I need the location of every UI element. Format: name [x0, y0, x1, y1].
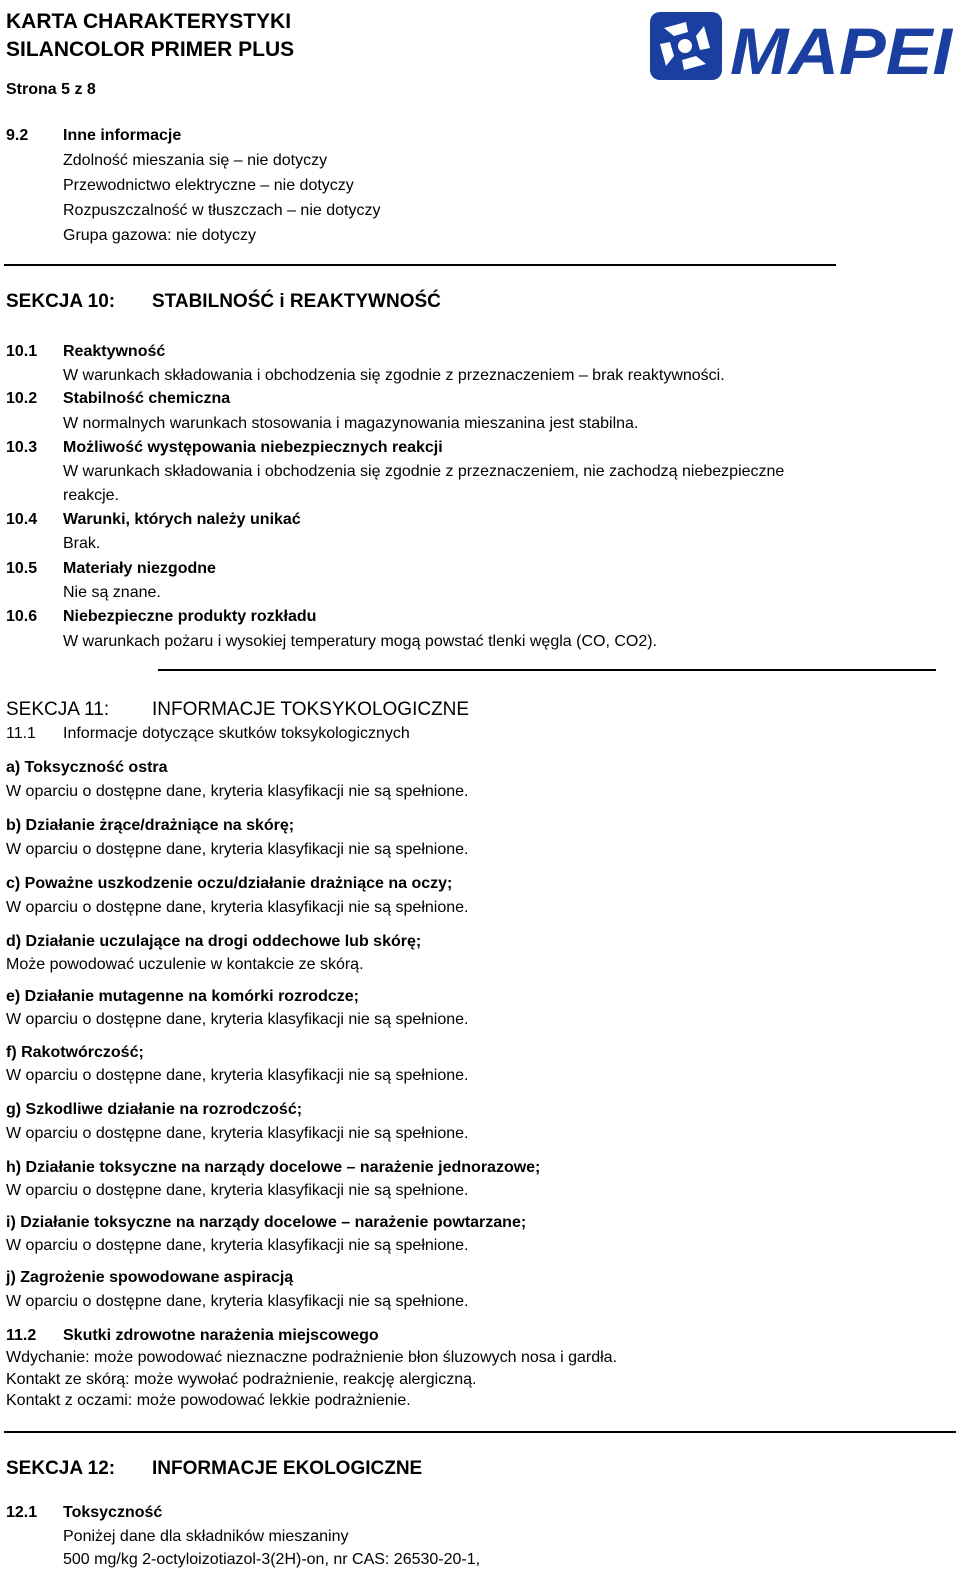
subsection-number: 10.4 — [6, 511, 38, 528]
tox-item-text: W oparciu o dostępne dane, kryteria klasyfikacji nie są spełnione. — [6, 1182, 469, 1199]
ecology-line: 500 mg/kg 2-octyloizotiazol-3(2H)-on, nr CAS: 26530-20-1, — [63, 1551, 481, 1568]
section-label: SEKCJA 10: — [6, 291, 116, 312]
tox-item-heading: a) Toksyczność ostra — [6, 759, 168, 776]
info-line: Przewodnictwo elektryczne – nie dotyczy — [63, 177, 354, 194]
subsection-number: 10.1 — [6, 343, 38, 360]
subsection-text: W warunkach składowania i obchodzenia się zgodnie z przeznaczeniem – brak reaktywności. — [63, 367, 725, 384]
tox-item-heading: e) Działanie mutagenne na komórki rozrodcze; — [6, 988, 359, 1005]
divider — [4, 1431, 956, 1433]
subsection-text: Nie są znane. — [63, 584, 161, 601]
tox-item-heading: d) Działanie uczulające na drogi oddechowe lub skórę; — [6, 933, 422, 950]
tox-item-text: W oparciu o dostępne dane, kryteria klasyfikacji nie są spełnione. — [6, 899, 469, 916]
subsection-text: Brak. — [63, 535, 101, 552]
subsection-number: 10.6 — [6, 608, 38, 625]
tox-item-text: W oparciu o dostępne dane, kryteria klasyfikacji nie są spełnione. — [6, 1125, 469, 1142]
subsection-title: Stabilność chemiczna — [63, 390, 231, 407]
subsection-title: Reaktywność — [63, 343, 166, 360]
subsection-number: 10.3 — [6, 439, 38, 456]
tox-item-heading: c) Poważne uszkodzenie oczu/działanie drażniące na oczy; — [6, 875, 453, 892]
subsection-text: W normalnych warunkach stosowania i magazynowania mieszanina jest stabilna. — [63, 415, 639, 432]
section-label: SEKCJA 11: — [6, 699, 110, 720]
tox-item-text: W oparciu o dostępne dane, kryteria klasyfikacji nie są spełnione. — [6, 841, 469, 858]
subsection-text: W warunkach składowania i obchodzenia się zgodnie z przeznaczeniem, nie zachodzą niebezpieczne — [63, 463, 785, 480]
section-11-header — [6, 699, 469, 722]
document-title-line2: SILANCOLOR PRIMER PLUS — [6, 38, 295, 61]
tox-item-heading: h) Działanie toksyczne na narządy docelowe – narażenie jednorazowe; — [6, 1159, 541, 1176]
logo-emblem-mark — [660, 22, 710, 70]
tox-item-heading: f) Rakotwórczość; — [6, 1044, 144, 1061]
subsection-title: Możliwość występowania niebezpiecznych reakcji — [63, 439, 443, 456]
tox-item-text: W oparciu o dostępne dane, kryteria klasyfikacji nie są spełnione. — [6, 783, 469, 800]
info-line: Rozpuszczalność w tłuszczach – nie dotyczy — [63, 202, 381, 219]
tox-item-text: W oparciu o dostępne dane, kryteria klasyfikacji nie są spełnione. — [6, 1293, 469, 1310]
subsection-title: Skutki zdrowotne narażenia miejscowego — [63, 1327, 379, 1344]
subsection-title: Warunki, których należy unikać — [63, 511, 301, 528]
section-10-header — [6, 291, 441, 314]
subsection-number: 11.2 — [6, 1327, 37, 1344]
subsection-title: Materiały niezgodne — [63, 560, 216, 577]
ecology-line: Poniżej dane dla składników mieszaniny — [63, 1528, 349, 1545]
subsection-text: reakcje. — [63, 487, 120, 504]
tox-item-text: W oparciu o dostępne dane, kryteria klasyfikacji nie są spełnione. — [6, 1067, 469, 1084]
subsection-number: 12.1 — [6, 1504, 38, 1521]
section-number: 9.2 — [6, 127, 29, 144]
section-label: SEKCJA 12: — [6, 1458, 116, 1479]
info-line: Grupa gazowa: nie dotyczy — [63, 227, 256, 244]
exposure-line: Kontakt ze skórą: może wywołać podrażnienie, reakcję alergiczną. — [6, 1371, 477, 1388]
section-heading: Inne informacje — [63, 127, 182, 144]
tox-item-heading: i) Działanie toksyczne na narządy docelowe – narażenie powtarzane; — [6, 1214, 527, 1231]
info-line: Zdolność mieszania się – nie dotyczy — [63, 152, 328, 169]
section-12-header — [6, 1458, 422, 1481]
tox-item-text: W oparciu o dostępne dane, kryteria klasyfikacji nie są spełnione. — [6, 1011, 469, 1028]
subsection-number: 11.1 — [6, 725, 36, 742]
tox-item-heading: b) Działanie żrące/drażniące na skórę; — [6, 817, 295, 834]
exposure-line: Wdychanie: może powodować nieznaczne podrażnienie błon śluzowych nosa i gardła. — [6, 1349, 618, 1366]
document-title-line1: KARTA CHARAKTERYSTYKI — [6, 10, 292, 33]
subsection-text: W warunkach pożaru i wysokiej temperatury mogą powstać tlenki węgla (CO, CO2). — [63, 633, 657, 650]
page-number: Strona 5 z 8 — [6, 81, 96, 98]
section-title: INFORMACJE TOKSYKOLOGICZNE — [152, 699, 470, 720]
subsection-title: Informacje dotyczące skutków toksykologicznych — [63, 725, 410, 742]
subsection-title: Toksyczność — [63, 1504, 163, 1521]
mapei-logo — [648, 8, 956, 86]
exposure-line: Kontakt z oczami: może powodować lekkie podrażnienie. — [6, 1392, 411, 1409]
tox-item-text: W oparciu o dostępne dane, kryteria klasyfikacji nie są spełnione. — [6, 1237, 469, 1254]
tox-item-text: Może powodować uczulenie w kontakcie ze skórą. — [6, 956, 364, 973]
divider — [158, 669, 936, 671]
tox-item-heading: g) Szkodliwe działanie na rozrodczość; — [6, 1101, 303, 1118]
subsection-number: 10.2 — [6, 390, 38, 407]
logo-wordmark: MAPEI — [730, 14, 954, 86]
subsection-number: 10.5 — [6, 560, 38, 577]
section-title: STABILNOŚĆ i REAKTYWNOŚĆ — [152, 291, 441, 312]
divider — [4, 264, 836, 266]
section-title: INFORMACJE EKOLOGICZNE — [152, 1458, 423, 1479]
subsection-title: Niebezpieczne produkty rozkładu — [63, 608, 317, 625]
tox-item-heading: j) Zagrożenie spowodowane aspiracją — [6, 1269, 294, 1286]
